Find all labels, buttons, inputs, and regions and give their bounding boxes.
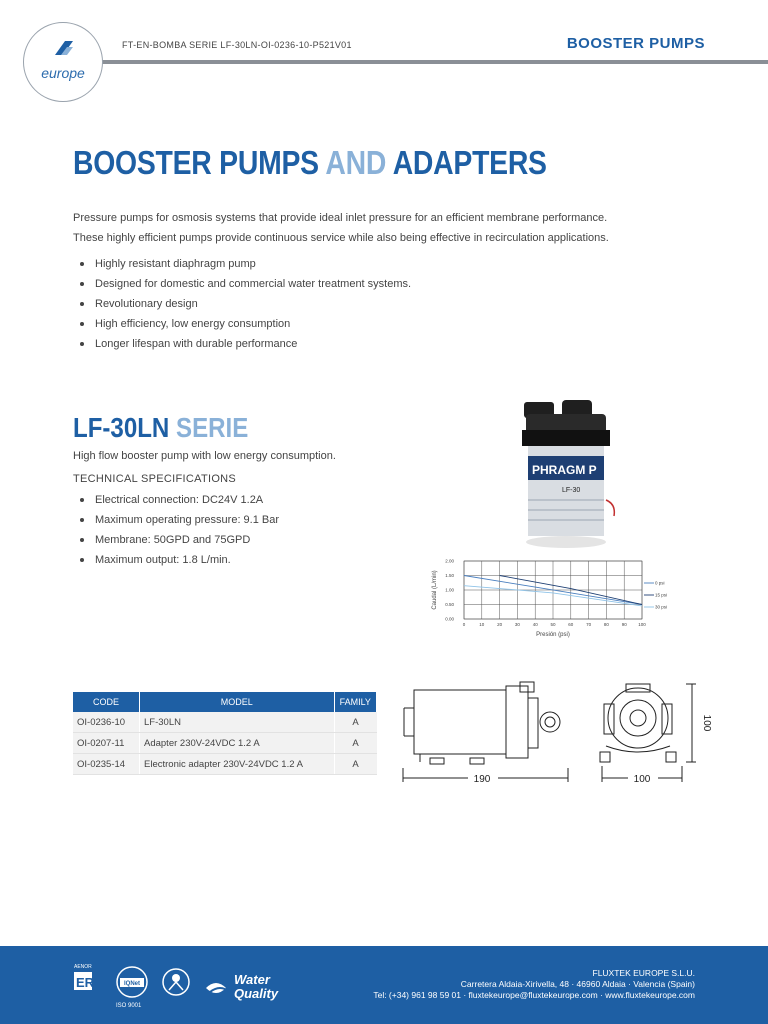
series-title-accent: SERIE <box>176 412 249 443</box>
series-title-part1: LF-30LN <box>73 412 170 443</box>
cell-model: LF-30LN <box>140 712 335 733</box>
mascot-logo <box>163 969 189 995</box>
title-part2: ADAPTERS <box>392 144 547 181</box>
company-contact: Tel: (+34) 961 98 59 01 · fluxtekeurope@fluxtekeurope.com · www.fluxtekeurope.com <box>373 990 695 1000</box>
title-part1: BOOSTER PUMPS <box>73 144 319 181</box>
spec-item: Membrane: 50GPD and 75GPD <box>73 530 279 550</box>
legend-label: 15 psi <box>655 592 668 598</box>
cell-model: Electronic adapter 230V-24VDC 1.2 A <box>140 754 335 775</box>
column-header-model: MODEL <box>140 692 335 712</box>
side-length-label: 190 <box>473 774 491 785</box>
x-axis-label: Presión (psi) <box>536 632 570 638</box>
column-header-family: FAMILY <box>334 692 377 712</box>
cell-code: OI-0207-11 <box>73 733 140 754</box>
front-height-label: 100 <box>701 714 712 732</box>
front-width-label: 100 <box>633 774 651 785</box>
x-tick-label: 70 <box>586 622 592 627</box>
x-tick-label: 40 <box>532 622 538 627</box>
cell-model: Adapter 230V-24VDC 1.2 A <box>140 733 335 754</box>
pump-model-label: LF-30 <box>562 487 581 494</box>
y-tick-label: 1.00 <box>445 587 454 593</box>
logo-mark-icon <box>55 41 73 55</box>
logo-word: europe <box>41 65 85 81</box>
iso-label: ISO 9001 <box>116 1003 142 1009</box>
legend-label: 30 psi <box>655 604 668 610</box>
iqnet-label: IQNet <box>124 981 141 987</box>
quality-word: Quality <box>234 986 279 1001</box>
x-tick-label: 20 <box>497 622 503 627</box>
company-name: FLUXTEK EUROPE S.L.U. <box>592 968 695 978</box>
series-description: High flow booster pump with low energy consumption. <box>73 450 336 462</box>
aenor-logo <box>74 964 95 990</box>
pump-photo <box>514 400 618 550</box>
category-title: BOOSTER PUMPS <box>566 35 705 52</box>
aenor-label: AENOR <box>74 964 92 970</box>
table-row <box>73 754 377 775</box>
er-mark: ER <box>76 975 95 990</box>
water-quality-logo <box>206 972 279 1001</box>
iqnet-logo <box>117 967 147 997</box>
x-tick-label: 10 <box>479 622 485 627</box>
table-row <box>73 733 377 754</box>
certification-logos <box>74 960 294 1016</box>
page-title <box>73 144 547 182</box>
legend-label: 0 psi <box>655 580 665 586</box>
y-tick-label: 1.50 <box>445 573 454 578</box>
performance-chart <box>424 555 674 645</box>
feature-item: Designed for domestic and commercial water treatment systems. <box>73 274 411 294</box>
spec-list <box>73 490 279 570</box>
front-dimension-drawing <box>592 678 710 788</box>
y-tick-label: 2.00 <box>445 558 454 564</box>
tech-specs-heading: TECHNICAL SPECIFICATIONS <box>73 473 237 485</box>
spec-item: Maximum output: 1.8 L/min. <box>73 550 279 570</box>
feature-item: Revolutionary design <box>73 294 411 314</box>
intro-line: Pressure pumps for osmosis systems that provide ideal inlet pressure for an efficient membrane performance. <box>73 212 608 224</box>
footer <box>0 946 768 1024</box>
x-tick-label: 30 <box>514 622 520 627</box>
x-tick-label: 100 <box>638 622 646 627</box>
intro-line: These highly efficient pumps provide continuous service while also being effective in recirculation applications. <box>73 232 609 244</box>
x-tick-label: 90 <box>621 622 627 627</box>
intro-text <box>73 208 693 248</box>
x-tick-label: 80 <box>603 622 609 627</box>
column-header-code: CODE <box>73 692 140 712</box>
pump-label: PHRAGM P <box>532 463 597 477</box>
title-accent: AND <box>325 144 387 181</box>
feature-item: Highly resistant diaphragm pump <box>73 254 411 274</box>
series-title <box>73 412 248 444</box>
side-dimension-drawing <box>400 678 572 788</box>
table-header-row <box>73 692 377 712</box>
cell-code: OI-0236-10 <box>73 712 140 733</box>
cell-family: A <box>334 754 377 775</box>
y-tick-label: 0.00 <box>445 616 454 622</box>
x-tick-label: 60 <box>568 622 574 627</box>
feature-item: Longer lifespan with durable performance <box>73 334 411 354</box>
header-rule <box>100 60 768 64</box>
company-logo <box>23 22 103 102</box>
spec-item: Electrical connection: DC24V 1.2A <box>73 490 279 510</box>
spec-item: Maximum operating pressure: 9.1 Bar <box>73 510 279 530</box>
x-tick-label: 50 <box>550 622 556 627</box>
document-code: FT-EN-BOMBA SERIE LF-30LN-OI-0236-10-P521V01 <box>122 40 352 50</box>
water-word: Water <box>234 972 270 987</box>
y-tick-label: 0.50 <box>445 602 454 607</box>
product-table <box>73 692 377 775</box>
company-address: Carretera Aldaia-Xirivella, 48 · 46960 Aldaia · Valencia (Spain) <box>460 979 695 989</box>
y-axis-label: Caudal (L/min) <box>432 570 438 610</box>
cell-family: A <box>334 712 377 733</box>
x-tick-label: 0 <box>462 622 466 627</box>
feature-item: High efficiency, low energy consumption <box>73 314 411 334</box>
table-row <box>73 712 377 733</box>
cell-family: A <box>334 733 377 754</box>
feature-list <box>73 254 411 354</box>
cell-code: OI-0235-14 <box>73 754 140 775</box>
